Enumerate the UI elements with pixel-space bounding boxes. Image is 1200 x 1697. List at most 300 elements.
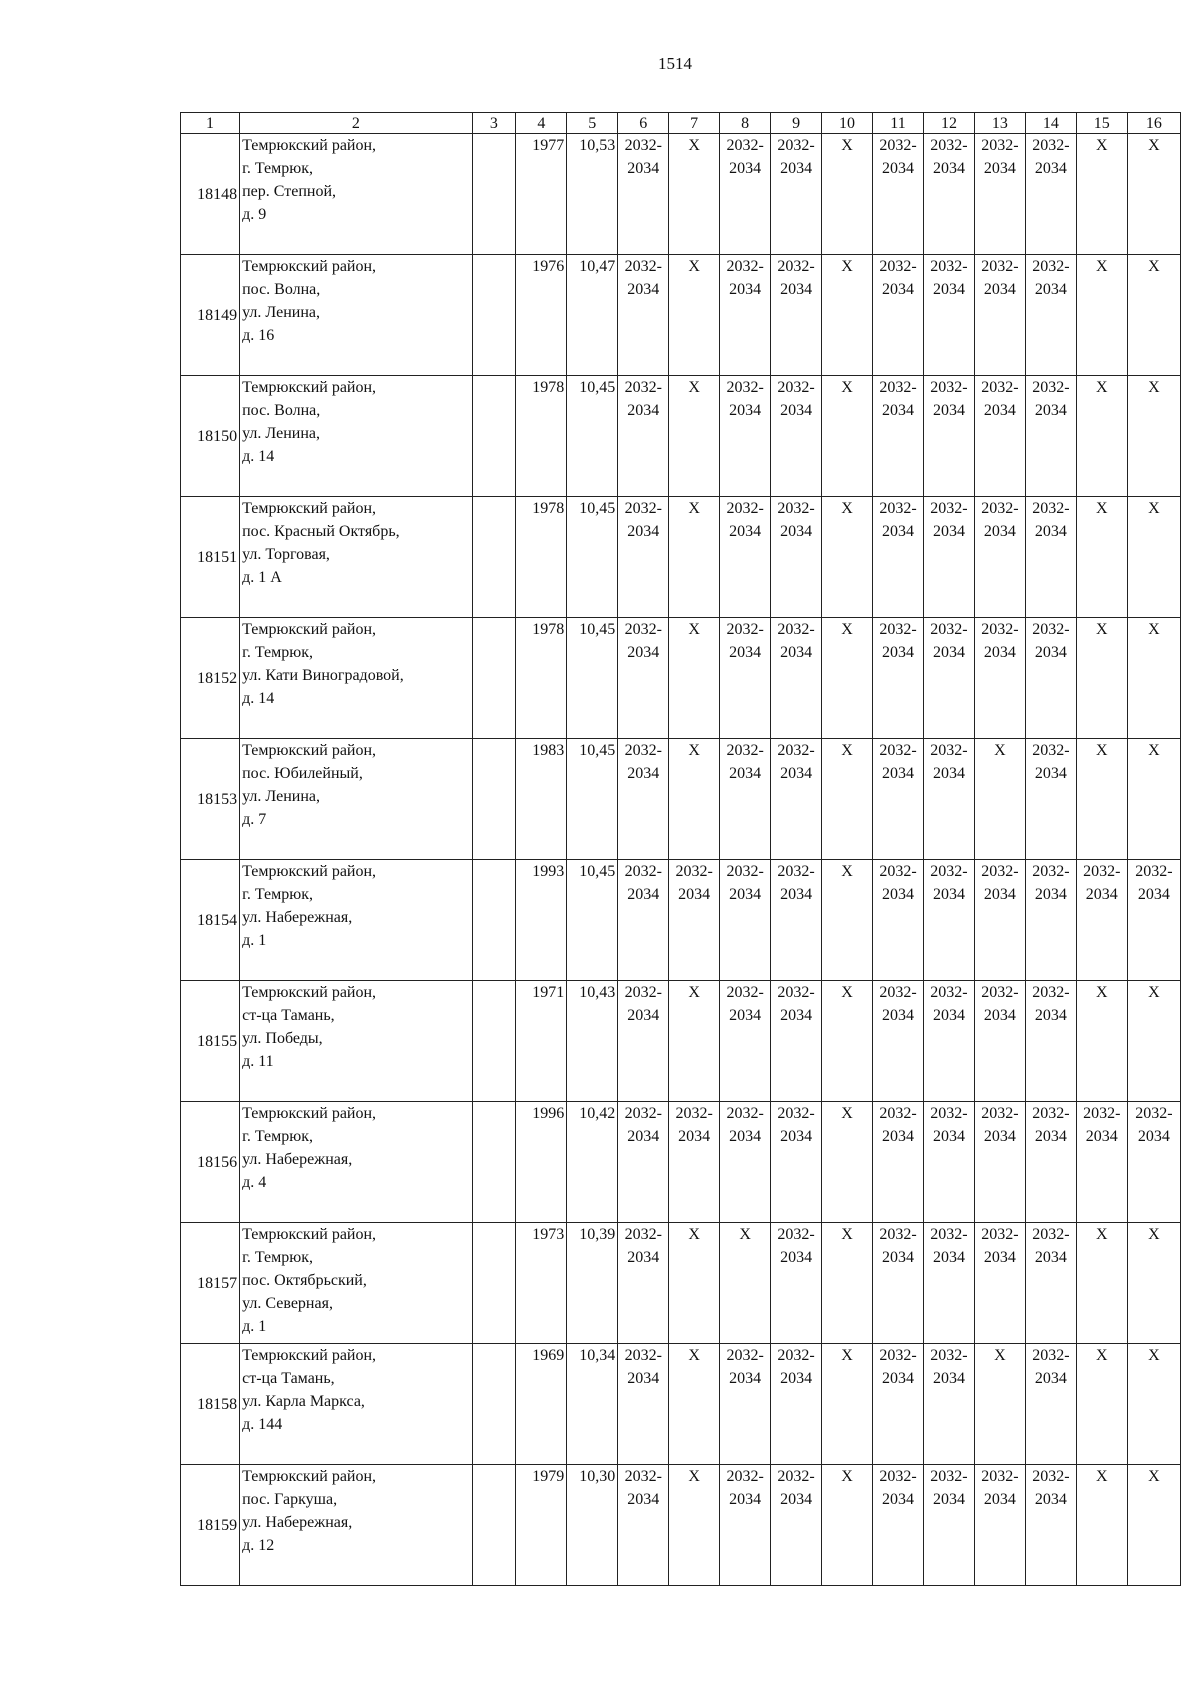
cell-year: 1969 (516, 1344, 567, 1465)
cell-c10 (822, 1102, 873, 1223)
cell-value: 2032- 2034 (981, 258, 1019, 298)
cell-value: 2032- 2034 (1032, 258, 1070, 298)
table-row (181, 860, 1181, 981)
cell-c8 (720, 739, 771, 860)
cell-value: 2032- 2034 (1032, 500, 1070, 540)
address-line: д. 1 (242, 1318, 267, 1335)
cell-c3 (472, 255, 516, 376)
cell-value: X (994, 742, 1006, 759)
cell-c3 (472, 860, 516, 981)
address-cell (240, 1344, 472, 1465)
address-line: д. 14 (242, 690, 275, 707)
cell-value: X (1096, 500, 1108, 517)
cell-value: X (1148, 984, 1160, 1001)
address-line: ул. Победы, (242, 1030, 323, 1047)
cell-value: 2032- 2034 (624, 137, 662, 177)
address-cell (240, 860, 472, 981)
cell-value: X (841, 379, 853, 396)
cell-value: 2032- 2034 (624, 500, 662, 540)
cell-c13 (974, 1223, 1025, 1344)
table-row (181, 255, 1181, 376)
cell-value: X (1148, 742, 1160, 759)
cell-value: 2032- 2034 (981, 137, 1019, 177)
cell-value: 2032- 2034 (726, 1468, 764, 1508)
cell-year: 1979 (516, 1465, 567, 1586)
address-line: ул. Торговая, (242, 546, 330, 563)
cell-value: 2032- 2034 (1032, 1226, 1070, 1266)
cell-value: 2032- 2034 (726, 500, 764, 540)
address-line: ул. Кати Виноградовой, (242, 667, 404, 684)
cell-value: 2032- 2034 (1032, 863, 1070, 903)
cell-c11 (873, 497, 924, 618)
cell-c16 (1127, 981, 1180, 1102)
cell-c8 (720, 618, 771, 739)
cell-c10 (822, 860, 873, 981)
cell-value: 2032- 2034 (930, 742, 968, 782)
address-cell (240, 134, 472, 255)
cell-c11 (873, 739, 924, 860)
cell-value: 2032- 2034 (777, 742, 815, 782)
address-cell (240, 981, 472, 1102)
cell-c13 (974, 497, 1025, 618)
column-header-6: 6 (618, 113, 669, 134)
cell-value: 2032- 2034 (777, 984, 815, 1024)
table-header (181, 113, 1181, 134)
cell-c10 (822, 618, 873, 739)
cell-c11 (873, 1102, 924, 1223)
cell-value: X (688, 1226, 700, 1243)
cell-value: X (1148, 258, 1160, 275)
cell-value: 2032- 2034 (675, 863, 713, 903)
cell-c15 (1076, 1344, 1127, 1465)
cell-c5: 10,42 (567, 1102, 618, 1223)
cell-value: 2032- 2034 (624, 379, 662, 419)
cell-year: 1971 (516, 981, 567, 1102)
cell-year: 1993 (516, 860, 567, 981)
cell-c16 (1127, 739, 1180, 860)
cell-value: 2032- 2034 (726, 1105, 764, 1145)
cell-value: 2032- 2034 (879, 1226, 917, 1266)
cell-value: 2032- 2034 (726, 742, 764, 782)
cell-value: 2032- 2034 (624, 742, 662, 782)
table-row (181, 981, 1181, 1102)
cell-year: 1978 (516, 618, 567, 739)
cell-c5: 10,34 (567, 1344, 618, 1465)
cell-c13 (974, 255, 1025, 376)
cell-c3 (472, 1223, 516, 1344)
table-body (181, 134, 1181, 1586)
cell-value: X (1148, 1347, 1160, 1364)
cell-c8 (720, 255, 771, 376)
address-line: пос. Красный Октябрь, (242, 523, 400, 540)
cell-c9 (771, 1223, 822, 1344)
cell-c10 (822, 255, 873, 376)
cell-c5: 10,39 (567, 1223, 618, 1344)
cell-value: 2032- 2034 (726, 621, 764, 661)
cell-value: 2032- 2034 (1135, 1105, 1173, 1145)
address-line: пос. Юбилейный, (242, 765, 363, 782)
address-line: ул. Карла Маркса, (242, 1393, 365, 1410)
cell-c7 (669, 739, 720, 860)
cell-value: 2032- 2034 (879, 500, 917, 540)
cell-value: 2032- 2034 (879, 1468, 917, 1508)
address-line: д. 1 (242, 932, 267, 949)
cell-c12 (923, 134, 974, 255)
address-line: д. 11 (242, 1053, 274, 1070)
page-number: 1514 (658, 54, 692, 73)
cell-value: 2032- 2034 (777, 379, 815, 419)
cell-c13 (974, 1102, 1025, 1223)
column-header-4: 4 (516, 113, 567, 134)
address-line: г. Темрюк, (242, 886, 313, 903)
cell-value: 2032- 2034 (981, 500, 1019, 540)
cell-c16 (1127, 1223, 1180, 1344)
cell-c12 (923, 618, 974, 739)
column-header-3: 3 (472, 113, 516, 134)
cell-c7 (669, 1102, 720, 1223)
cell-value: 2032- 2034 (777, 1468, 815, 1508)
address-line: ул. Набережная, (242, 1514, 353, 1531)
address-line: д. 16 (242, 327, 275, 344)
cell-c6 (618, 376, 669, 497)
cell-c14 (1025, 739, 1076, 860)
cell-year: 1983 (516, 739, 567, 860)
address-line: ул. Ленина, (242, 425, 321, 442)
cell-c16 (1127, 860, 1180, 981)
cell-value: 2032- 2034 (777, 500, 815, 540)
cell-value: X (841, 742, 853, 759)
cell-c7 (669, 497, 720, 618)
cell-c14 (1025, 255, 1076, 376)
cell-c7 (669, 860, 720, 981)
cell-c6 (618, 739, 669, 860)
cell-value: 2032- 2034 (879, 1105, 917, 1145)
cell-c8 (720, 1102, 771, 1223)
cell-c11 (873, 1223, 924, 1344)
cell-value: X (688, 742, 700, 759)
cell-c11 (873, 981, 924, 1102)
cell-c6 (618, 1102, 669, 1223)
cell-value: 2032- 2034 (777, 1226, 815, 1266)
cell-value: 2032- 2034 (930, 1468, 968, 1508)
address-line: Темрюкский район, (242, 984, 377, 1001)
address-line: Темрюкский район, (242, 379, 377, 396)
cell-c9 (771, 134, 822, 255)
cell-value: X (1148, 500, 1160, 517)
cell-value: 2032- 2034 (624, 1468, 662, 1508)
cell-value: X (841, 621, 853, 638)
cell-value: 2032- 2034 (981, 1468, 1019, 1508)
cell-c8 (720, 1344, 771, 1465)
cell-value: X (1096, 984, 1108, 1001)
address-cell (240, 618, 472, 739)
cell-c16 (1127, 618, 1180, 739)
cell-value: 2032- 2034 (777, 621, 815, 661)
cell-value: 2032- 2034 (1135, 863, 1173, 903)
cell-c3 (472, 134, 516, 255)
cell-value: 2032- 2034 (879, 379, 917, 419)
address-line: д. 7 (242, 811, 267, 828)
address-line: д. 144 (242, 1416, 283, 1433)
cell-value: 2032- 2034 (930, 621, 968, 661)
cell-c14 (1025, 981, 1076, 1102)
cell-c9 (771, 1344, 822, 1465)
cell-value: X (841, 500, 853, 517)
cell-c7 (669, 376, 720, 497)
cell-c12 (923, 1102, 974, 1223)
cell-c8 (720, 497, 771, 618)
address-line: г. Темрюк, (242, 1128, 313, 1145)
cell-c11 (873, 618, 924, 739)
cell-c9 (771, 739, 822, 860)
cell-c11 (873, 1344, 924, 1465)
cell-value: 2032- 2034 (1032, 621, 1070, 661)
cell-c6 (618, 497, 669, 618)
cell-c6 (618, 255, 669, 376)
table-row (181, 1465, 1181, 1586)
column-header-1: 1 (181, 113, 240, 134)
cell-c14 (1025, 134, 1076, 255)
cell-value: 2032- 2034 (930, 1105, 968, 1145)
cell-value: 2032- 2034 (981, 621, 1019, 661)
row-number: 18154 (181, 860, 240, 981)
table-row (181, 1223, 1181, 1344)
cell-value: X (1096, 379, 1108, 396)
cell-c5: 10,45 (567, 618, 618, 739)
column-header-12: 12 (923, 113, 974, 134)
cell-value: 2032- 2034 (624, 984, 662, 1024)
cell-value: 2032- 2034 (1032, 742, 1070, 782)
address-line: Темрюкский район, (242, 258, 377, 275)
cell-c10 (822, 497, 873, 618)
cell-c8 (720, 1223, 771, 1344)
table-row (181, 497, 1181, 618)
cell-year: 1978 (516, 376, 567, 497)
cell-c8 (720, 981, 771, 1102)
cell-value: 2032- 2034 (1032, 1468, 1070, 1508)
cell-value: 2032- 2034 (930, 258, 968, 298)
cell-c14 (1025, 1102, 1076, 1223)
cell-c11 (873, 860, 924, 981)
row-number: 18157 (181, 1223, 240, 1344)
cell-c13 (974, 1465, 1025, 1586)
address-line: г. Темрюк, (242, 644, 313, 661)
cell-value: X (994, 1347, 1006, 1364)
cell-value: 2032- 2034 (1032, 984, 1070, 1024)
cell-value: 2032- 2034 (726, 258, 764, 298)
cell-c8 (720, 134, 771, 255)
cell-value: 2032- 2034 (930, 379, 968, 419)
row-number: 18159 (181, 1465, 240, 1586)
row-number: 18152 (181, 618, 240, 739)
address-line: пос. Гаркуша, (242, 1491, 338, 1508)
cell-c6 (618, 1344, 669, 1465)
cell-c5: 10,43 (567, 981, 618, 1102)
address-line: д. 4 (242, 1174, 267, 1191)
table-row (181, 618, 1181, 739)
cell-value: 2032- 2034 (1083, 1105, 1121, 1145)
cell-c3 (472, 376, 516, 497)
cell-value: 2032- 2034 (777, 863, 815, 903)
address-cell (240, 376, 472, 497)
cell-c12 (923, 1465, 974, 1586)
cell-value: X (1148, 621, 1160, 638)
cell-value: X (1148, 1468, 1160, 1485)
cell-value: 2032- 2034 (726, 984, 764, 1024)
row-number: 18155 (181, 981, 240, 1102)
address-line: ул. Ленина, (242, 788, 321, 805)
registry-table (180, 112, 1181, 1586)
cell-c7 (669, 618, 720, 739)
cell-c3 (472, 739, 516, 860)
cell-c13 (974, 739, 1025, 860)
column-header-10: 10 (822, 113, 873, 134)
address-cell (240, 1223, 472, 1344)
cell-c15 (1076, 860, 1127, 981)
address-line: ул. Набережная, (242, 1151, 353, 1168)
cell-value: X (841, 1468, 853, 1485)
cell-value: 2032- 2034 (879, 621, 917, 661)
cell-value: 2032- 2034 (1032, 1105, 1070, 1145)
cell-c7 (669, 255, 720, 376)
cell-c13 (974, 618, 1025, 739)
address-line: Темрюкский район, (242, 1347, 377, 1364)
cell-c7 (669, 981, 720, 1102)
cell-c7 (669, 1344, 720, 1465)
cell-value: 2032- 2034 (930, 984, 968, 1024)
cell-value: 2032- 2034 (1032, 137, 1070, 177)
cell-c7 (669, 134, 720, 255)
cell-value: X (1096, 742, 1108, 759)
cell-c8 (720, 860, 771, 981)
cell-value: 2032- 2034 (624, 258, 662, 298)
cell-value: 2032- 2034 (624, 1347, 662, 1387)
row-number: 18150 (181, 376, 240, 497)
cell-value: 2032- 2034 (624, 621, 662, 661)
row-number: 18151 (181, 497, 240, 618)
cell-c3 (472, 1465, 516, 1586)
cell-value: X (841, 1105, 853, 1122)
row-number: 18148 (181, 134, 240, 255)
cell-c6 (618, 981, 669, 1102)
address-line: пос. Октябрьский, (242, 1272, 367, 1289)
cell-c3 (472, 981, 516, 1102)
cell-value: 2032- 2034 (624, 863, 662, 903)
address-cell (240, 497, 472, 618)
cell-value: 2032- 2034 (879, 1347, 917, 1387)
cell-c9 (771, 497, 822, 618)
cell-year: 1996 (516, 1102, 567, 1223)
cell-c6 (618, 1223, 669, 1344)
row-number: 18158 (181, 1344, 240, 1465)
cell-value: X (688, 137, 700, 154)
cell-c15 (1076, 1102, 1127, 1223)
cell-value: 2032- 2034 (981, 379, 1019, 419)
cell-value: 2032- 2034 (879, 742, 917, 782)
cell-c13 (974, 860, 1025, 981)
cell-value: 2032- 2034 (777, 1347, 815, 1387)
cell-value: 2032- 2034 (777, 1105, 815, 1145)
cell-value: 2032- 2034 (930, 1226, 968, 1266)
cell-value: X (688, 1468, 700, 1485)
cell-c16 (1127, 1102, 1180, 1223)
cell-value: 2032- 2034 (879, 258, 917, 298)
cell-c15 (1076, 497, 1127, 618)
cell-value: X (1148, 137, 1160, 154)
cell-value: 2032- 2034 (726, 863, 764, 903)
cell-c13 (974, 1344, 1025, 1465)
cell-value: X (1148, 1226, 1160, 1243)
cell-c9 (771, 376, 822, 497)
address-line: Темрюкский район, (242, 621, 377, 638)
cell-value: 2032- 2034 (930, 1347, 968, 1387)
cell-year: 1977 (516, 134, 567, 255)
cell-year: 1976 (516, 255, 567, 376)
cell-c11 (873, 255, 924, 376)
address-line: д. 1 А (242, 569, 282, 586)
cell-value: X (1096, 1468, 1108, 1485)
cell-value: X (841, 137, 853, 154)
cell-value: X (1096, 621, 1108, 638)
cell-c3 (472, 1102, 516, 1223)
cell-c15 (1076, 1465, 1127, 1586)
cell-value: X (688, 258, 700, 275)
cell-c15 (1076, 1223, 1127, 1344)
address-line: Темрюкский район, (242, 500, 377, 517)
table-row (181, 134, 1181, 255)
cell-value: X (1096, 1347, 1108, 1364)
cell-c13 (974, 134, 1025, 255)
address-line: Темрюкский район, (242, 1226, 377, 1243)
address-line: д. 9 (242, 206, 267, 223)
cell-value: 2032- 2034 (1083, 863, 1121, 903)
cell-c12 (923, 255, 974, 376)
cell-c10 (822, 739, 873, 860)
cell-value: 2032- 2034 (930, 137, 968, 177)
cell-value: 2032- 2034 (879, 984, 917, 1024)
column-header-5: 5 (567, 113, 618, 134)
cell-c9 (771, 981, 822, 1102)
cell-c15 (1076, 618, 1127, 739)
cell-value: X (688, 1347, 700, 1364)
cell-c14 (1025, 1344, 1076, 1465)
column-header-2: 2 (240, 113, 472, 134)
cell-c14 (1025, 497, 1076, 618)
address-line: ул. Ленина, (242, 304, 321, 321)
cell-value: X (1096, 258, 1108, 275)
address-line: Темрюкский район, (242, 137, 377, 154)
cell-c7 (669, 1465, 720, 1586)
cell-c9 (771, 860, 822, 981)
cell-value: X (688, 379, 700, 396)
address-line: ул. Северная, (242, 1295, 333, 1312)
address-line: Темрюкский район, (242, 1105, 377, 1122)
column-header-11: 11 (873, 113, 924, 134)
column-header-7: 7 (669, 113, 720, 134)
table-row (181, 1102, 1181, 1223)
cell-c7 (669, 1223, 720, 1344)
cell-value: 2032- 2034 (879, 137, 917, 177)
column-header-9: 9 (771, 113, 822, 134)
address-line: Темрюкский район, (242, 863, 377, 880)
header-row (181, 113, 1181, 134)
cell-c15 (1076, 134, 1127, 255)
row-number: 18153 (181, 739, 240, 860)
cell-value: 2032- 2034 (879, 863, 917, 903)
cell-c9 (771, 618, 822, 739)
cell-c5: 10,45 (567, 860, 618, 981)
address-line: г. Темрюк, (242, 160, 313, 177)
